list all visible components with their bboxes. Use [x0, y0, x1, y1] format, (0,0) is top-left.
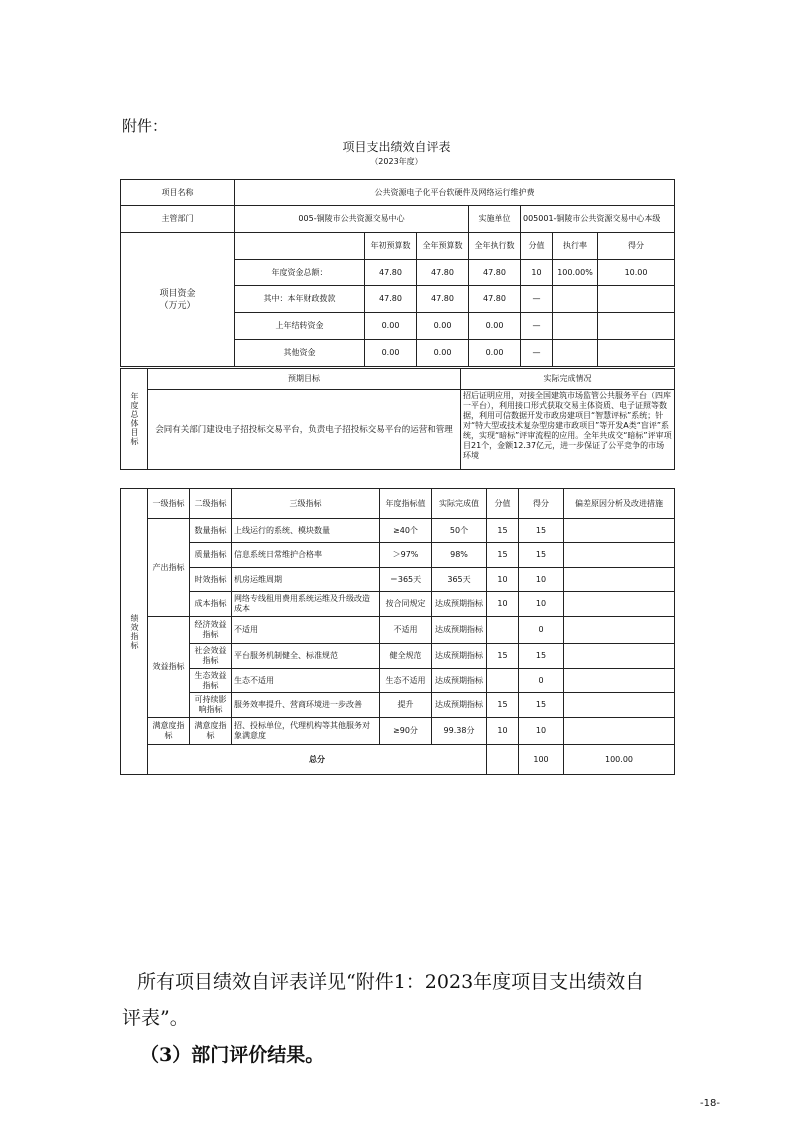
funds-row-exec: 47.80: [469, 260, 521, 286]
funds-row-annual: 0.00: [417, 313, 469, 340]
second-indicator: 质量指标: [190, 543, 232, 568]
paragraph-line-1: 所有项目绩效自评表详见“附件1：2023年度项目支出绩效自: [137, 971, 645, 993]
third-indicator: 网络专线租用费用系统运维及升级改造成本: [232, 592, 380, 617]
target-value: 不适用: [380, 617, 432, 644]
funds-header-exec: 全年执行数: [469, 233, 521, 260]
funds-row-init: 47.80: [365, 260, 417, 286]
funds-row-exec: 0.00: [469, 340, 521, 367]
goals-table: [120, 368, 675, 470]
funds-header-init: 年初预算数: [365, 233, 417, 260]
weight-value: 10: [487, 592, 519, 617]
deviation-cell: [564, 543, 675, 568]
score-value: 0: [519, 669, 564, 693]
weight-value: 10: [487, 568, 519, 592]
funds-row-label: 其中：本年财政拨款: [235, 286, 365, 313]
funds-row-annual: 47.80: [417, 260, 469, 286]
third-indicator: 机房运维周期: [232, 568, 380, 592]
funds-label: 项目资金 （万元）: [121, 233, 235, 367]
summary-paragraph: [122, 964, 702, 1036]
funds-header-rate: 执行率: [553, 233, 598, 260]
score-value: 0: [519, 617, 564, 644]
header-weight: 分值: [487, 489, 519, 519]
header-second: 二级指标: [190, 489, 232, 519]
target-value: ＝365天: [380, 568, 432, 592]
benefit-indicator-label: 效益指标: [148, 617, 190, 718]
funds-header-annual: 全年预算数: [417, 233, 469, 260]
indicators-side-label: 绩效指标: [121, 489, 148, 775]
third-indicator: 生态不适用: [232, 669, 380, 693]
weight-value: 15: [487, 644, 519, 669]
score-value: 10: [519, 718, 564, 745]
actual-value: 达成预期指标: [432, 693, 487, 718]
weight-value: 10: [487, 718, 519, 745]
funds-row-annual: 47.80: [417, 286, 469, 313]
third-indicator: 上线运行的系统、模块数量: [232, 519, 380, 543]
target-value: 按合同规定: [380, 592, 432, 617]
paragraph-line-2: 评表”。: [122, 1007, 189, 1029]
funds-row-exec: 47.80: [469, 286, 521, 313]
score-value: 10: [519, 592, 564, 617]
weight-value: 15: [487, 543, 519, 568]
table-title: 项目支出绩效自评表: [342, 140, 451, 154]
funds-row-score: [598, 286, 675, 313]
funds-row-score: [598, 340, 675, 367]
target-value: 提升: [380, 693, 432, 718]
funds-row-annual: 0.00: [417, 340, 469, 367]
actual-value: 365天: [432, 568, 487, 592]
funds-row-score: [598, 313, 675, 340]
funds-row-init: 0.00: [365, 313, 417, 340]
second-indicator: 数量指标: [190, 519, 232, 543]
deviation-cell: [564, 644, 675, 669]
actual-value: 达成预期指标: [432, 617, 487, 644]
funds-header-score: 得分: [598, 233, 675, 260]
actual-value: 达成预期指标: [432, 592, 487, 617]
satisfaction-indicator-label: 满意度指标: [148, 718, 190, 745]
table-subtitle: （2023年度）: [370, 157, 423, 166]
target-value: ≥90分: [380, 718, 432, 745]
expected-goal-header: 预期目标: [148, 369, 461, 390]
header-third: 三级指标: [232, 489, 380, 519]
score-value: 15: [519, 644, 564, 669]
section-heading: （3）部门评价结果。: [140, 1044, 325, 1066]
header-actual: 实际完成值: [432, 489, 487, 519]
score-value: 15: [519, 543, 564, 568]
deviation-cell: [564, 568, 675, 592]
target-value: 健全规范: [380, 644, 432, 669]
second-indicator: 满意度指标: [190, 718, 232, 745]
target-value: 生态不适用: [380, 669, 432, 693]
funds-row-label: 上年结转资金: [235, 313, 365, 340]
funds-row-init: 47.80: [365, 286, 417, 313]
score-value: 15: [519, 693, 564, 718]
funds-row-rate: 100.00%: [553, 260, 598, 286]
second-indicator: 可持续影响指标: [190, 693, 232, 718]
score-value: 10: [519, 568, 564, 592]
weight-value: [487, 669, 519, 693]
attachment-label: 附件：: [122, 117, 168, 135]
deviation-cell: [564, 617, 675, 644]
total-label: 总分: [148, 745, 487, 775]
project-name-label: 项目名称: [121, 180, 235, 206]
funds-row-label: 年度资金总额：: [235, 260, 365, 286]
dept-label: 主管部门: [121, 206, 235, 233]
funds-row-label: 其他资金: [235, 340, 365, 367]
deviation-cell: [564, 519, 675, 543]
weight-value: 15: [487, 519, 519, 543]
indicators-table: [120, 488, 675, 775]
header-deviation: 偏差原因分析及改进措施: [564, 489, 675, 519]
header-target: 年度指标值: [380, 489, 432, 519]
funds-row-score: 10.00: [598, 260, 675, 286]
score-value: 15: [519, 519, 564, 543]
second-indicator: 生态效益指标: [190, 669, 232, 693]
header-first: 一级指标: [148, 489, 190, 519]
actual-value: 98%: [432, 543, 487, 568]
funds-row-init: 0.00: [365, 340, 417, 367]
third-indicator: 招、投标单位，代理机构等其他服务对象满意度: [232, 718, 380, 745]
header-score: 得分: [519, 489, 564, 519]
funds-header-blank: [235, 233, 365, 260]
deviation-cell: [564, 718, 675, 745]
funds-row-rate: [553, 286, 598, 313]
goals-side-label: 年度总体目标: [121, 369, 148, 470]
actual-value: 达成预期指标: [432, 644, 487, 669]
second-indicator: 经济效益指标: [190, 617, 232, 644]
deviation-cell: [564, 592, 675, 617]
actual-value: 50个: [432, 519, 487, 543]
unit-label: 实施单位: [469, 206, 521, 233]
funds-row-exec: 0.00: [469, 313, 521, 340]
third-indicator: 平台服务机制健全、标准规范: [232, 644, 380, 669]
actual-goal-text: [461, 390, 675, 470]
actual-value: 达成预期指标: [432, 669, 487, 693]
total-blank: [487, 745, 519, 775]
third-indicator: 服务效率提升、营商环境进一步改善: [232, 693, 380, 718]
weight-value: [487, 617, 519, 644]
total-score: 100.00: [564, 745, 675, 775]
page-number: -18-: [700, 1098, 720, 1109]
actual-goal-header: 实际完成情况: [461, 369, 675, 390]
total-weight: 100: [519, 745, 564, 775]
target-value: ＞97%: [380, 543, 432, 568]
expected-goal-text: 会同有关部门建设电子招投标交易平台，负责电子招投标交易平台的运营和管理: [148, 390, 461, 470]
project-info-table: [120, 179, 675, 367]
actual-value: 99.38分: [432, 718, 487, 745]
third-indicator: 不适用: [232, 617, 380, 644]
actual-goal-content: 招后证明应用，对接全国建筑市场监管公共服务平台（四库一平台），利用接口形式获取交易主体资质、电子证照等数据，利用可信数据开发市政房建项目“智慧评标”系统；针对“特大型或技术复杂型房建市政项目”等开发A类“盲评”系统，实现“暗标”评审流程的应用。全年共成交“暗标”评审项目21个，金额12.37亿元，进一步保证了公平竞争的市场环境: [463, 390, 672, 460]
weight-value: 15: [487, 693, 519, 718]
deviation-cell: [564, 693, 675, 718]
funds-header-weight: 分值: [521, 233, 553, 260]
funds-row-weight: 10: [521, 260, 553, 286]
funds-row-weight: —: [521, 340, 553, 367]
second-indicator: 成本指标: [190, 592, 232, 617]
funds-row-weight: —: [521, 313, 553, 340]
deviation-cell: [564, 669, 675, 693]
target-value: ≥40个: [380, 519, 432, 543]
unit-value: 005001-铜陵市公共资源交易中心本级: [521, 206, 675, 233]
project-name-value: 公共资源电子化平台软硬件及网络运行维护费: [235, 180, 675, 206]
output-indicator-label: 产出指标: [148, 519, 190, 617]
second-indicator: 社会效益指标: [190, 644, 232, 669]
second-indicator: 时效指标: [190, 568, 232, 592]
third-indicator: 信息系统日常维护合格率: [232, 543, 380, 568]
dept-value: 005-铜陵市公共资源交易中心: [235, 206, 469, 233]
funds-row-rate: [553, 313, 598, 340]
funds-row-rate: [553, 340, 598, 367]
funds-row-weight: —: [521, 286, 553, 313]
